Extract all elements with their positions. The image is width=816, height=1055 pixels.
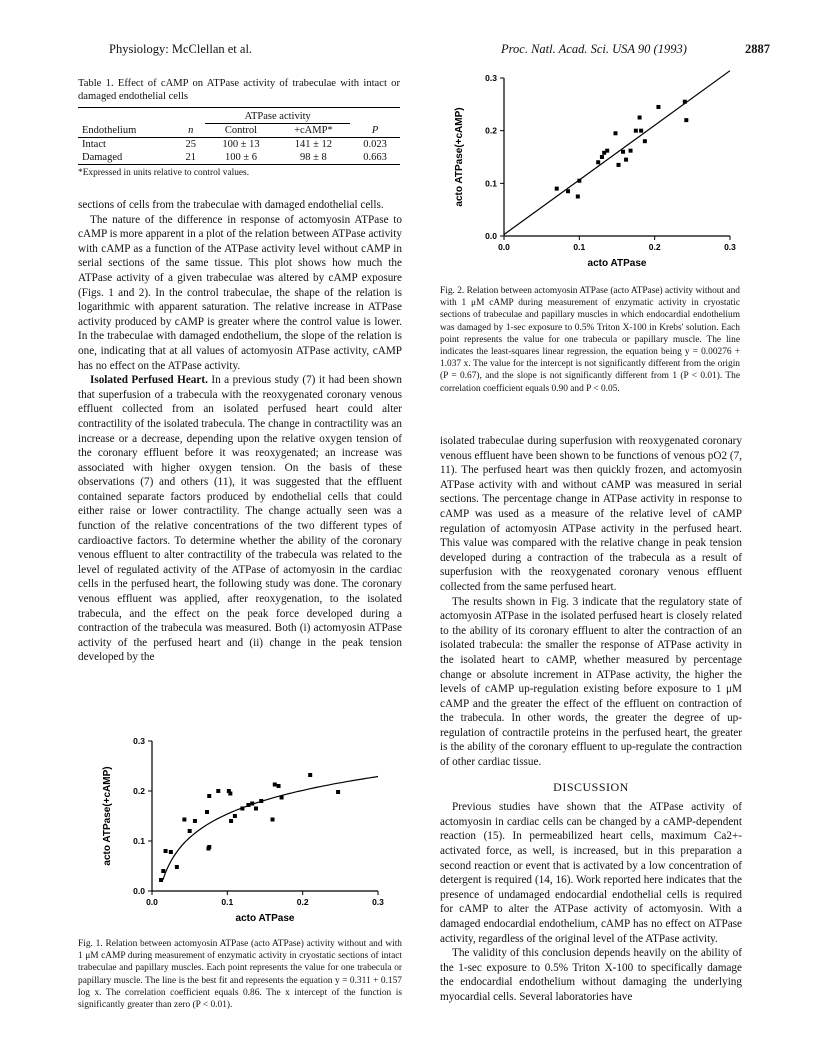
data-point xyxy=(613,131,617,135)
y-tick-label: 0.0 xyxy=(485,231,497,241)
data-point xyxy=(254,807,258,811)
x-tick-label: 0.1 xyxy=(573,242,586,252)
cell-control: 100 ± 6 xyxy=(224,152,257,164)
x-tick-label: 0.2 xyxy=(296,897,309,907)
y-tick-label: 0.0 xyxy=(133,886,145,896)
y-tick-label: 0.1 xyxy=(485,178,497,189)
cell-camp: 98 ± 8 xyxy=(300,152,327,164)
data-point xyxy=(169,850,173,854)
paragraph: The results shown in Fig. 3 indicate that the regulatory state of actomyosin ATPase in the isolated perfused heart is closely related to the ability of its coronary effluent to alter the contraction of an isolated trabecula: the smaller the response of ATPase activity in the isolated heart to cAMP, whether measured by percentage change or absolute increment in ATPase activity, the higher the levels of cAMP up-regulation existing before exposure to 1 μM cAMP and the greater the effect of the effluent on contraction of the trabecula. In other words, the greater the degree of up-regulation of contractile proteins in the perfused heart, the greater is the ability of the coronary effluent to up-regulate the contraction of other cardiac tissue. xyxy=(440,595,742,769)
x-tick-label: 0.0 xyxy=(146,897,158,907)
data-point xyxy=(159,878,163,882)
data-point xyxy=(271,818,275,822)
col-p: P xyxy=(371,124,379,136)
data-point xyxy=(617,163,621,167)
page-number: 2887 xyxy=(745,42,770,56)
table-1-title: Table 1. Effect of cAMP on ATPase activity of trabeculae with intact or damaged endothelial cells xyxy=(78,78,400,102)
data-point xyxy=(246,803,250,807)
data-point xyxy=(161,869,165,873)
data-point xyxy=(207,845,211,849)
y-tick-label: 0.3 xyxy=(133,736,145,746)
data-point xyxy=(233,814,237,818)
figure-1-chart xyxy=(78,735,402,924)
paragraph xyxy=(78,373,402,665)
y-tick-label: 0.1 xyxy=(133,836,145,846)
x-tick-label: 0.3 xyxy=(372,897,384,907)
x-axis-label: acto ATPase xyxy=(587,258,647,269)
data-point xyxy=(216,789,220,793)
data-point xyxy=(639,129,643,133)
y-tick-label: 0.2 xyxy=(485,125,497,136)
data-point xyxy=(576,195,580,199)
cell-n: 25 xyxy=(185,139,196,151)
data-point xyxy=(621,150,625,154)
data-point xyxy=(634,129,638,133)
col-n: n xyxy=(188,124,194,136)
col-control: Control xyxy=(224,125,258,137)
data-point xyxy=(273,783,277,787)
y-axis-label: acto ATPase(+cAMP) xyxy=(454,107,465,207)
regression-line xyxy=(504,71,730,235)
data-point xyxy=(188,829,192,833)
paragraph: The validity of this conclusion depends heavily on the ability of the 1-sec exposure to 0.5% Triton X-100 to specifically damage the endocardial endothelium without damaging the underlying myocardial cells. Several laboratories have xyxy=(440,947,742,1003)
cell-camp: 141 ± 12 xyxy=(294,139,333,151)
right-column-text xyxy=(440,434,742,1005)
data-point xyxy=(624,158,628,162)
table-row xyxy=(78,151,400,165)
data-point xyxy=(277,784,281,788)
x-tick-label: 0.3 xyxy=(724,242,736,252)
figure-2-caption: Fig. 2. Relation between actomyosin ATPase (acto ATPase) activity without and with 1 μM cAMP during measurement of enzymatic activity in cryostatic sections of trabeculae and papillary muscles in which endocardial endothelium was damaged by 1-sec exposure to 0.5% Triton X-100 in Krebs' solution. Each point represents the value for one trabecula or papillary muscle. The line indicates the least-squares linear regression, the equation being y = 0.00276 + 1.037 x. The value for the intercept is not significantly different from the origin (P = 0.67), and the slope is not significantly different from 1 (P < 0.01). The correlation coefficient equals 0.90 and P < 0.05. xyxy=(440,286,740,394)
data-point xyxy=(656,105,660,109)
col-endothelium: Endothelium xyxy=(82,124,137,136)
paragraph: isolated trabeculae during superfusion with reoxygenated coronary venous effluent have been shown to be functions of venous pO2 (7, 11). The perfused heart was then quickly frozen, and actomyosin ATPase activity with and without cAMP was measured in serial sections. The percentage change in ATPase activity in response to cAMP was used as a measure of the relative level of cAMP regulation of actomyosin ATPase activity in the perfused heart. This value was compared with the relative change in peak tension developed during a contraction of the trabecula as a result of superfusion with the reoxygenated coronary venous effluent collected from the same perfused heart. xyxy=(440,435,742,593)
data-point xyxy=(308,773,312,777)
figure-1-caption: Fig. 1. Relation between actomyosin ATPase (acto ATPase) activity without and with 1 μM cAMP during measurement of enzymatic activity in cryostatic sections of intact trabeculae and papillary muscles. Each point represents the value for one trabecula or papillary muscle. The line is the best fit and represents the equation y = 0.311 + 0.157 log x. The correlation coefficient equals 0.86. The x intercept of the function is significantly greater than zero (P < 0.01). xyxy=(78,939,402,1011)
discussion-heading: DISCUSSION xyxy=(553,779,629,794)
fit-curve xyxy=(163,777,378,880)
table-row xyxy=(78,138,400,152)
data-point xyxy=(280,796,284,800)
cell-control: 100 ± 13 xyxy=(222,139,260,151)
y-axis-label: acto ATPase(+cAMP) xyxy=(102,766,113,866)
paragraph-text: In a previous study (7) it had been shown that superfusion of a trabecula with the reoxygenated coronary venous effluent collected from an isolated perfused heart could alter contractility of the isolated trabecula. The change in contractility was an increase or a decrease, depending upon the relative oxygen tension of the coronary effluent before it was reoxygenated; an increase was associated with higher oxygen tension. On the basis of these observations (7) and others (11), it was suggested that the effluent contained separate factors produced by endothelial cells that could either raise or lower contractility. The change actually seen was a function of the relative concentrations of the two different types of cardioactive factors. To determine whether the ability of the coronary venous effluent to alter contractility of the trabecula was related to the level of regulated activity of the ATPase of actomyosin in the cardiac cells in the perfused heart, the following study was done. The coronary venous effluent was applied, after reoxygenation, to the isolated trabecula, and the effect on the peak force developed during a contraction of the trabecula was measured. Both (i) actomyosin ATPase activity of the perfused heart and (ii) change in the peak tension developed by the xyxy=(78,374,403,664)
table-footnote: *Expressed in units relative to control values. xyxy=(78,168,250,179)
x-tick-label: 0.2 xyxy=(648,242,661,252)
col-camp: +cAMP* xyxy=(294,125,333,137)
data-point xyxy=(683,100,687,104)
cell-p: 0.023 xyxy=(363,139,387,151)
data-point xyxy=(600,155,604,159)
data-point xyxy=(596,160,600,164)
data-point xyxy=(638,116,642,120)
paragraph: The nature of the difference in response of actomyosin ATPase to cAMP is more apparent in a plot of the relation between ATPase activity with cAMP as a function of the ATPase activity level without cAMP in serial sections of the same tissue. This plot shows how much the ATPase activity of a given trabeculae was altered by cAMP exposure (Figs. 1 and 2). In the control trabeculae, the shape of the relation is logarithmic with apparent saturation. The relative increase in ATPase activity produced by cAMP is greater where the control value is lower. In the trabeculae with damaged endothelium, the slope of the relation is one, indicating that at all values of actomyosin ATPase activity, cAMP has no effect on the ATPase activity. xyxy=(78,213,402,372)
data-point xyxy=(555,187,559,191)
left-column-text xyxy=(78,198,402,665)
data-point xyxy=(577,179,581,183)
data-point xyxy=(605,149,609,153)
x-tick-label: 0.1 xyxy=(221,897,234,907)
data-point xyxy=(193,819,197,823)
data-point xyxy=(240,807,244,811)
table-group-header: ATPase activity xyxy=(205,110,350,124)
data-point xyxy=(336,790,340,794)
table-1 xyxy=(78,78,400,178)
table-1-grid xyxy=(78,110,400,165)
data-point xyxy=(205,810,209,814)
data-point xyxy=(250,802,254,806)
fig1-plot-area xyxy=(102,736,384,924)
data-point xyxy=(629,149,633,153)
data-point xyxy=(259,799,263,803)
data-point xyxy=(684,118,688,122)
figure-2-chart xyxy=(440,68,740,273)
fig2-plot-area xyxy=(454,71,736,269)
paragraph: Previous studies have shown that the ATPase activity of actomyosin in cardiac cells can be changed by a cAMP-dependent reaction (15). In permeabilized heart cells, maximum Ca2+-activated force, as well, is increased, but in this preparation a second reaction or event that is activated by a low concentration of detergent is required (14, 16). Work reported here indicates that the presence of undamaged endocardial endothelial cells is required for cAMP to alter the ATPase activity of actomyosin. With a damaged endocardial endothelium, cAMP has no effect on ATPase activity, regardless of the original level of the ATPase activity. xyxy=(440,801,742,945)
cell-endothelium: Damaged xyxy=(82,152,123,164)
x-axis-label: acto ATPase xyxy=(235,913,295,924)
data-point xyxy=(164,849,168,853)
running-header-right: Proc. Natl. Acad. Sci. USA 90 (1993) xyxy=(501,42,687,56)
x-tick-label: 0.0 xyxy=(498,242,510,252)
data-point xyxy=(175,865,179,869)
data-point xyxy=(182,818,186,822)
data-point xyxy=(228,792,232,796)
running-header-left: Physiology: McClellan et al. xyxy=(109,42,253,56)
section-heading: Isolated Perfused Heart. xyxy=(90,374,208,387)
data-point xyxy=(566,189,570,193)
cell-endothelium: Intact xyxy=(82,139,106,151)
data-point xyxy=(229,819,233,823)
data-point xyxy=(643,139,647,143)
y-tick-label: 0.3 xyxy=(485,73,497,83)
cell-p: 0.663 xyxy=(363,152,387,164)
y-tick-label: 0.2 xyxy=(133,786,145,796)
paragraph: sections of cells from the trabeculae with damaged endothelial cells. xyxy=(78,199,384,211)
cell-n: 21 xyxy=(185,152,196,164)
data-point xyxy=(207,794,211,798)
